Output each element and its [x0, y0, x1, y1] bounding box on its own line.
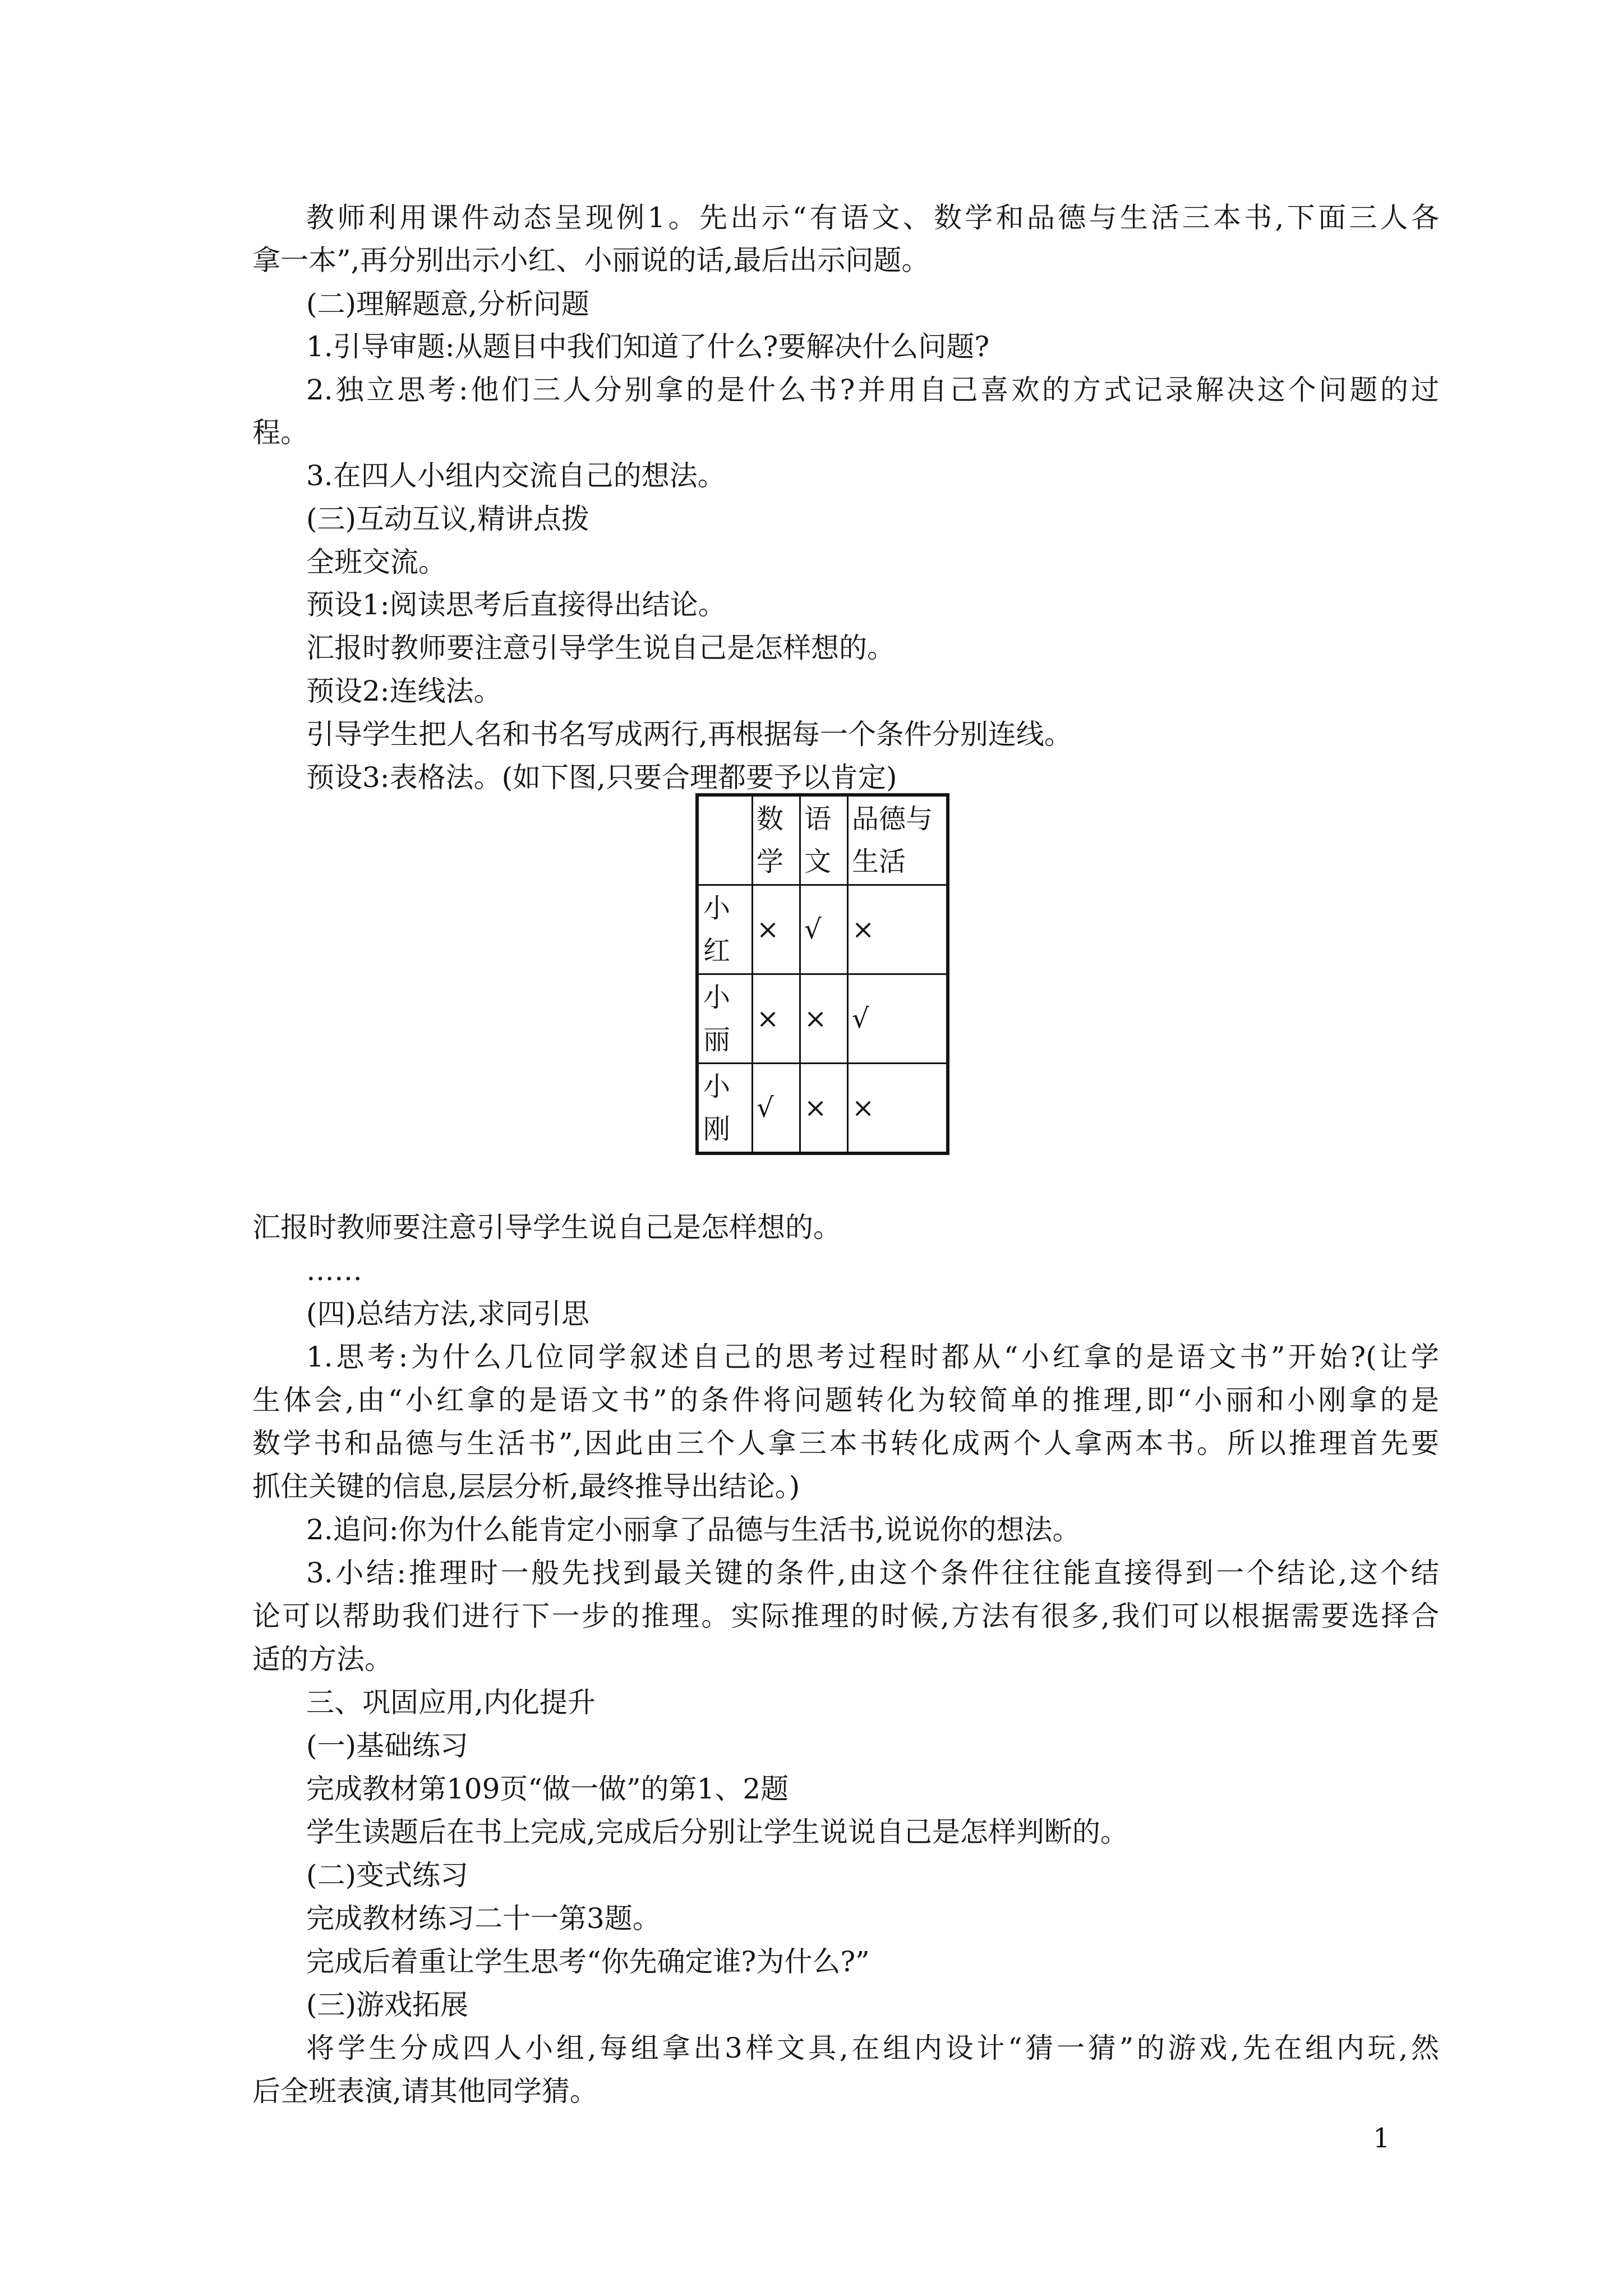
section-heading: (二)理解题意,分析问题	[306, 288, 589, 320]
section-heading: (二)变式练习	[306, 1859, 469, 1892]
paragraph-line: 预设1:阅读思考后直接得出结论。	[306, 588, 726, 621]
reasoning-table	[695, 793, 949, 1155]
row-name: 小刚	[697, 1064, 753, 1154]
table-row	[697, 1064, 948, 1154]
section-heading: (一)基础练习	[306, 1729, 469, 1762]
paragraph-line: 完成教材第109页“做一做”的第1、2题	[306, 1773, 789, 1805]
paragraph-line: 后全班表演,请其他同学猜。	[252, 2075, 598, 2108]
paragraph-line: 拿一本”,再分别出示小红、小丽说的话,最后出示问题。	[252, 244, 930, 277]
paragraph-line: 学生读题后在书上完成,完成后分别让学生说说自己是怎样判断的。	[306, 1816, 1128, 1848]
cell-mark: √	[848, 974, 948, 1064]
cell-mark: ×	[848, 1064, 948, 1154]
row-name: 小丽	[697, 974, 753, 1064]
paragraph-line: 3.在四人小组内交流自己的想法。	[306, 459, 726, 492]
paragraph-line: 程。	[252, 416, 308, 449]
cell-mark: ×	[848, 885, 948, 974]
paragraph-line: 抓住关键的信息,层层分析,最终推导出结论。)	[252, 1470, 800, 1503]
table-row	[697, 885, 948, 974]
cell-mark: ×	[753, 885, 800, 974]
header-math: 数学	[753, 795, 800, 885]
paragraph-line: 3.小结:推理时一般先找到最关键的条件,由这个条件往往能直接得到一个结论,这个结	[306, 1557, 1439, 1589]
paragraph-line: 数学书和品德与生活书”,因此由三个人拿三本书转化成两个人拿两本书。所以推理首先要	[252, 1427, 1439, 1460]
section-heading: (四)总结方法,求同引思	[306, 1297, 589, 1330]
table-corner-cell	[697, 795, 753, 885]
paragraph-line: 论可以帮助我们进行下一步的推理。实际推理的时候,方法有很多,我们可以根据需要选择合	[252, 1600, 1439, 1632]
cell-mark: ×	[800, 974, 848, 1064]
row-name: 小红	[697, 885, 753, 974]
paragraph-line: 适的方法。	[252, 1643, 393, 1676]
paragraph-line: 2.追问:你为什么能肯定小丽拿了品德与生活书,说说你的想法。	[306, 1513, 1081, 1546]
paragraph-line: 汇报时教师要注意引导学生说自己是怎样想的。	[252, 1211, 841, 1244]
header-moral-life: 品德与生活	[848, 795, 948, 885]
paragraph-line: 预设2:连线法。	[306, 675, 502, 707]
cell-mark: ×	[753, 974, 800, 1064]
paragraph-line: 预设3:表格法。(如下图,只要合理都要予以肯定)	[306, 761, 897, 794]
paragraph-line: 汇报时教师要注意引导学生说自己是怎样想的。	[306, 632, 895, 664]
paragraph-line: 引导学生把人名和书名写成两行,再根据每一个条件分别连线。	[306, 718, 1072, 751]
paragraph-line: 教师利用课件动态呈现例1。先出示“有语文、数学和品德与生活三本书,下面三人各	[306, 201, 1439, 234]
paragraph-line: 生体会,由“小红拿的是语文书”的条件将问题转化为较简单的推理,即“小丽和小刚拿的是	[252, 1384, 1439, 1416]
cell-mark: ×	[800, 1064, 848, 1154]
cell-mark: √	[753, 1064, 800, 1154]
section-heading: (三)游戏拓展	[306, 1989, 469, 2021]
paragraph-line: 1.思考:为什么几位同学叙述自己的思考过程时都从“小红拿的是语文书”开始?(让学	[306, 1341, 1439, 1373]
cell-mark: √	[800, 885, 848, 974]
page-number: 1	[1373, 2123, 1390, 2154]
ellipsis: ……	[306, 1254, 362, 1287]
table-row	[697, 974, 948, 1064]
paragraph-line: 全班交流。	[306, 546, 446, 578]
paragraph-line: 将学生分成四人小组,每组拿出3样文具,在组内设计“猜一猜”的游戏,先在组内玩,然	[306, 2032, 1439, 2064]
paragraph-line: 2.独立思考:他们三人分别拿的是什么书?并用自己喜欢的方式记录解决这个问题的过	[306, 374, 1439, 406]
section-heading: (三)互动互议,精讲点拨	[306, 503, 589, 535]
paragraph-line: 完成后着重让学生思考“你先确定谁?为什么?”	[306, 1945, 870, 1978]
section-heading: 三、巩固应用,内化提升	[306, 1686, 596, 1719]
header-chinese: 语文	[800, 795, 848, 885]
paragraph-line: 完成教材练习二十一第3题。	[306, 1902, 661, 1935]
paragraph-line: 1.引导审题:从题目中我们知道了什么?要解决什么问题?	[306, 330, 990, 363]
table-header-row	[697, 795, 948, 885]
